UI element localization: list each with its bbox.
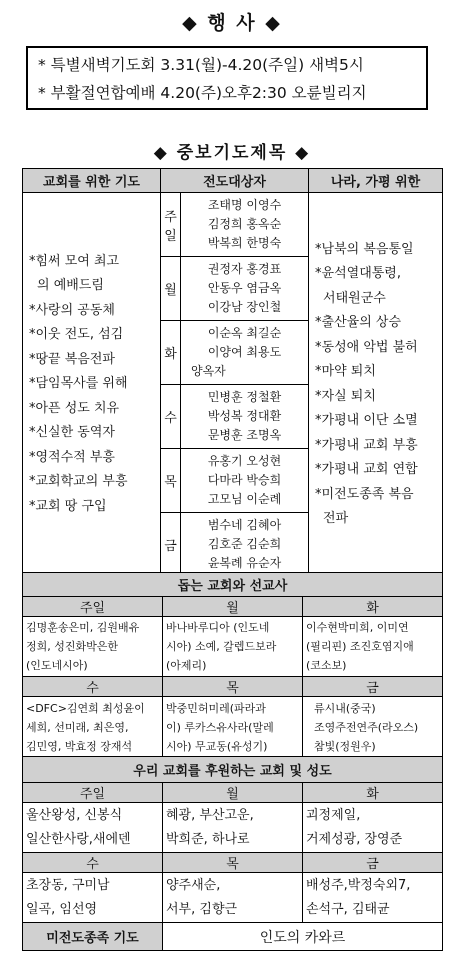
name-line: 윤복례 유순자 — [207, 556, 282, 570]
list-item: *교회학교의 부흥 — [29, 474, 128, 490]
day-label: 주 일 — [161, 193, 181, 257]
text-line: 류시내(중국) — [314, 702, 376, 715]
list-item: 전파 — [323, 511, 349, 526]
list-item: *이웃 전도, 섬김 — [29, 327, 124, 343]
day-header: 목 — [163, 677, 303, 697]
mission-cell — [303, 697, 443, 759]
name-line: 김호준 김순희 — [207, 537, 282, 551]
name-line: 고모님 이순례 — [207, 492, 282, 506]
unreached-label: 미전도종족 기도 — [23, 923, 163, 951]
day-header: 수 — [23, 677, 163, 697]
events-title: ◆ 행 사 ◆ — [182, 12, 282, 34]
day-header: 화 — [303, 783, 443, 803]
mission-cell — [23, 617, 163, 677]
name-line: 이순옥 최길순 — [207, 326, 282, 340]
supporter-cell — [163, 803, 303, 853]
mission-cell — [23, 697, 163, 759]
day-header: 월 — [163, 783, 303, 803]
text-line: 김민영, 박효정 장재석 — [26, 740, 133, 753]
name-line: 민병훈 정철환 — [207, 390, 282, 404]
list-item: *출산율의 상승 — [315, 315, 401, 330]
day-label: 금 — [161, 513, 181, 577]
text-line: 세희, 선미래, 최은영, — [26, 721, 129, 734]
list-item: *땅끝 복음전파 — [29, 351, 115, 367]
list-item: *힘써 모여 최고 — [29, 253, 120, 269]
text-line: 손석구, 김태균 — [306, 901, 390, 917]
text-line: (코소보) — [306, 659, 347, 672]
header-church: 교회를 위한 기도 — [23, 169, 161, 193]
text-line: (인도네시아) — [26, 659, 88, 672]
day-header: 주일 — [23, 783, 163, 803]
missions-title: 돕는 교회와 선교사 — [23, 573, 443, 597]
header-evangelism: 전도대상자 — [161, 169, 309, 193]
list-item: *윤석열대통령, — [315, 266, 401, 281]
list-item: 서태원군수 — [323, 290, 386, 306]
list-item: *미전도종족 복음 — [315, 486, 414, 502]
day-header: 월 — [163, 597, 303, 617]
evangelism-names — [181, 385, 309, 449]
list-item: *남북의 복음통일 — [315, 241, 414, 257]
day-label: 월 — [161, 257, 181, 321]
name-line: 박성복 정대환 — [207, 409, 282, 423]
mission-cell — [303, 617, 443, 677]
event-line-1: * 특별새벽기도회 3.31(월)-4.20(주일) 새벽5시 — [38, 56, 364, 74]
name-line: 이강남 장인철 — [207, 300, 282, 314]
text-line: 참빛(정원우) — [314, 740, 376, 753]
evangelism-names — [181, 513, 309, 577]
list-item: *가평내 교회 연합 — [315, 462, 418, 477]
list-item: *가평내 이단 소멸 — [315, 413, 418, 428]
list-item: *가평내 교회 부흥 — [315, 437, 418, 453]
day-label: 목 — [161, 449, 181, 513]
text-line: 거제성광, 장영준 — [306, 831, 403, 847]
supporter-cell — [23, 803, 163, 853]
name-line: 양옥자 — [191, 364, 226, 378]
evangelism-names — [181, 257, 309, 321]
list-item: *동성애 악법 불허 — [315, 339, 418, 355]
prayer-table — [22, 168, 443, 577]
supporters-title: 우리 교회를 후원하는 교회 및 성도 — [23, 757, 443, 783]
text-line: 바나바루디아 (인도네 — [166, 621, 270, 634]
events-box — [26, 46, 428, 110]
unreached-value: 인도의 카와르 — [163, 923, 443, 951]
text-line: (아제리) — [166, 659, 207, 672]
text-line: 김명훈송은미, 김원배유 — [26, 621, 140, 634]
mission-cell — [163, 697, 303, 759]
list-item: *아픈 성도 치유 — [29, 400, 120, 416]
day-header: 주일 — [23, 597, 163, 617]
name-line: 김정희 홍옥순 — [207, 217, 282, 231]
list-item: *자실 퇴치 — [315, 388, 376, 404]
day-header: 금 — [303, 677, 443, 697]
name-line: 범수네 김혜아 — [207, 518, 282, 532]
prayer-title: ◆ 중보기도제목 ◆ — [153, 143, 311, 163]
text-line: 일산한사랑,새에덴 — [26, 831, 131, 847]
day-header: 화 — [303, 597, 443, 617]
header-nation: 나라, 가평 위한 — [309, 169, 443, 193]
text-line: <DFC>김연희 최성윤이 — [26, 702, 145, 715]
name-line: 박복희 한명숙 — [207, 236, 282, 250]
text-line: 박중민허미레(파라과 — [166, 702, 266, 715]
day-header: 목 — [163, 853, 303, 873]
text-line: 배성주,박정숙외7, — [306, 877, 411, 893]
list-item: *마약 퇴치 — [315, 364, 376, 379]
text-line: 혜광, 부산고운, — [166, 807, 254, 823]
day-header: 금 — [303, 853, 443, 873]
mission-cell — [163, 617, 303, 677]
name-line: 안동우 염금옥 — [207, 281, 282, 295]
text-line: 시아) 무교동(유성기) — [166, 740, 268, 753]
name-line: 이양여 최용도 — [207, 345, 282, 359]
text-line: 양주새순, — [166, 877, 221, 893]
day-header: 수 — [23, 853, 163, 873]
list-item: 의 예배드림 — [37, 278, 104, 294]
supporter-cell — [303, 803, 443, 853]
day-label: 화 — [161, 321, 181, 385]
supporter-cell — [163, 873, 303, 923]
name-line: 문병훈 조명옥 — [207, 428, 282, 442]
text-line: 울산왕성, 신봉식 — [26, 807, 123, 823]
text-line: 괴정제일, — [306, 807, 361, 823]
nation-prayer-list — [309, 193, 443, 577]
supporters-table — [22, 756, 443, 951]
text-line: 일곡, 임선영 — [26, 901, 98, 917]
text-line: 이수현박미희, 이미연 — [306, 621, 409, 634]
text-line: 조영주전연주(라오스) — [314, 721, 419, 734]
supporter-cell — [23, 873, 163, 923]
missions-table — [22, 572, 443, 759]
text-line: 초장동, 구미남 — [26, 877, 110, 893]
evangelism-names — [181, 193, 309, 257]
event-line-2: * 부활절연합예배 4.20(주)오후2:30 오륜빌리지 — [38, 84, 367, 102]
text-line: 시아) 소예, 갈렙드보라 — [166, 640, 277, 653]
name-line: 조태명 이영수 — [207, 198, 282, 212]
supporter-cell — [303, 873, 443, 923]
name-line: 다마라 박승희 — [207, 473, 282, 487]
list-item: *신실한 동역자 — [29, 425, 115, 441]
text-line: 박희준, 하나로 — [166, 831, 250, 847]
church-prayer-list — [23, 193, 161, 577]
text-line: 서부, 김향근 — [166, 901, 238, 917]
evangelism-names — [181, 449, 309, 513]
text-line: (필리핀) 조진호염지애 — [306, 640, 414, 653]
text-line: 정희, 성진화박은한 — [26, 640, 119, 653]
list-item: *담임목사를 위해 — [29, 376, 128, 392]
name-line: 유홍기 오성현 — [207, 454, 282, 468]
list-item: *사랑의 공동체 — [29, 302, 115, 318]
name-line: 권정자 홍경표 — [207, 262, 282, 276]
list-item: *영적수적 부흥 — [29, 449, 115, 465]
evangelism-names — [181, 321, 309, 385]
day-label: 수 — [161, 385, 181, 449]
list-item: *교회 땅 구입 — [29, 498, 107, 514]
text-line: 이) 루카스유사라(말레 — [166, 721, 274, 734]
